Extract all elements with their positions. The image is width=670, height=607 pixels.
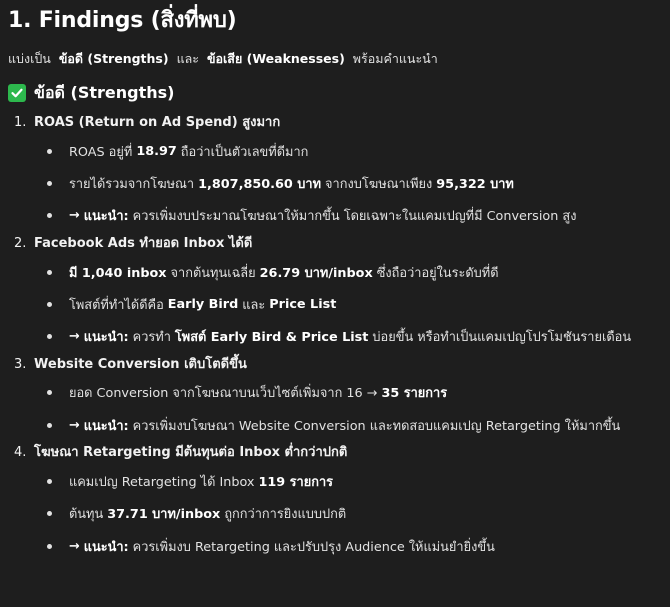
list-item [8,256,670,288]
page-title: 1. Findings (สิ่งที่พบ) [8,8,237,33]
list-item [8,498,670,530]
bullet-text: รายได้รวมจากโฆษณา [69,176,195,192]
list-item [8,320,670,352]
bullet-text: ยอด Conversion จากโฆษณาบนเว็บไซต์เพิ่มจาก 16 → [69,386,378,402]
bullet-strong: 119 รายการ [258,475,334,491]
finding-bullets [8,135,670,232]
bullet-strong: 35 รายการ [381,386,448,402]
bullet-strong: 1,807,850.60 บาท [198,176,322,192]
bullet-text: ควรทำ [132,330,171,346]
intro-middle: และ [176,51,199,66]
recommendation-label: แนะนำ: [83,209,129,225]
finding-item [8,232,670,353]
bullet-text: ควรเพิ่มงบประมาณโฆษณาให้มากขึ้น โดยเฉพาะในแคมเปญที่มี Conversion สูง [132,209,577,225]
recommendation-label: แนะนำ: [83,418,129,434]
list-item [8,200,670,232]
bullet-text: ซึ่งถือว่าอยู่ในระดับที่ดี [376,265,499,281]
list-item [8,530,670,562]
bullet-strong: Price List [269,296,337,312]
bullet-dot-icon [47,213,52,218]
finding-title: ROAS (Return on Ad Spend) สูงมาก [34,115,281,130]
bullet-strong: โพสต์ Early Bird & Price List [174,330,369,346]
bullet-dot-icon [47,423,52,428]
bullet-dot-icon [47,270,52,275]
bullet-strong: 37.71 บาท/inbox [107,507,221,523]
bullet-dot-icon [47,511,52,516]
bullet-strong: Early Bird [167,296,239,312]
finding-bullets [8,377,670,442]
finding-bullets [8,465,670,562]
bullet-text: ควรเพิ่มงบ Retargeting และปรับปรุง Audience ให้แม่นยำยิ่งขึ้น [132,539,495,555]
bullet-dot-icon [47,479,52,484]
finding-number: 1. [14,115,27,130]
bullet-text: บ่อยขึ้น หรือทำเป็นแคมเปญโปรโมชันรายเดือน [372,330,632,346]
bullet-text: จากต้นทุนเฉลี่ย [170,265,256,281]
bullet-dot-icon [47,334,52,339]
intro-prefix: แบ่งเป็น [8,51,51,66]
intro-weaknesses: ข้อเสีย (Weaknesses) [206,51,345,66]
list-item [8,135,670,167]
finding-title: Website Conversion เติบโตดีขึ้น [34,356,247,372]
arrow-icon: → [69,329,80,345]
arrow-icon: → [69,208,80,224]
list-item [8,409,670,441]
intro-text [8,50,670,68]
finding-item [8,353,670,442]
finding-number: 2. [14,235,27,251]
finding-bullets [8,256,670,353]
recommendation-label: แนะนำ: [83,330,129,346]
finding-number: 4. [14,445,27,461]
bullet-text: และ [242,297,266,313]
bullet-text: ถูกกว่าการยิงแบบปกติ [224,507,347,523]
finding-title: โฆษณา Retargeting มีต้นทุนต่อ Inbox ต่ำกว่าปกติ [34,445,348,461]
bullet-text: ต้นทุน [69,507,104,523]
finding-title: Facebook Ads ทำยอด Inbox ได้ดี [34,235,253,251]
bullet-text: ROAS อยู่ที่ [69,144,133,160]
bullet-text: ถือว่าเป็นตัวเลขที่ดีมาก [180,144,309,160]
bullet-dot-icon [47,302,52,307]
bullet-dot-icon [47,181,52,186]
bullet-dot-icon [47,544,52,549]
bullet-dot-icon [47,149,52,154]
bullet-strong: มี 1,040 inbox [69,265,167,281]
finding-number: 3. [14,356,27,372]
list-item [8,465,670,497]
intro-strengths: ข้อดี (Strengths) [58,51,169,66]
bullet-strong: 18.97 [136,143,177,159]
list-item [8,377,670,409]
list-item [8,167,670,199]
bullet-text: ควรเพิ่มงบโฆษณา Website Conversion และทดสอบแคมเปญ Retargeting ให้มากขึ้น [132,418,621,434]
bullet-text: โพสต์ที่ทำได้ดีคือ [69,297,164,313]
section-heading-text: ข้อดี (Strengths) [34,83,175,102]
finding-item [8,111,670,232]
finding-heading [8,441,670,465]
section-heading [8,81,670,105]
intro-suffix: พร้อมคำแนะนำ [352,51,438,66]
check-box-icon [8,84,26,102]
bullet-strong: 26.79 บาท/inbox [259,265,373,281]
arrow-icon: → [69,417,80,433]
finding-heading [8,232,670,256]
bullet-text: จากงบโฆษณาเพียง [325,176,433,192]
arrow-icon: → [69,538,80,554]
recommendation-label: แนะนำ: [83,539,129,555]
finding-item [8,441,670,562]
bullet-text: แคมเปญ Retargeting ได้ Inbox [69,475,255,491]
bullet-dot-icon [47,390,52,395]
bullet-strong: 95,322 บาท [436,176,514,192]
finding-heading [8,111,670,135]
findings-list [8,111,670,562]
finding-heading [8,353,670,377]
list-item [8,288,670,320]
